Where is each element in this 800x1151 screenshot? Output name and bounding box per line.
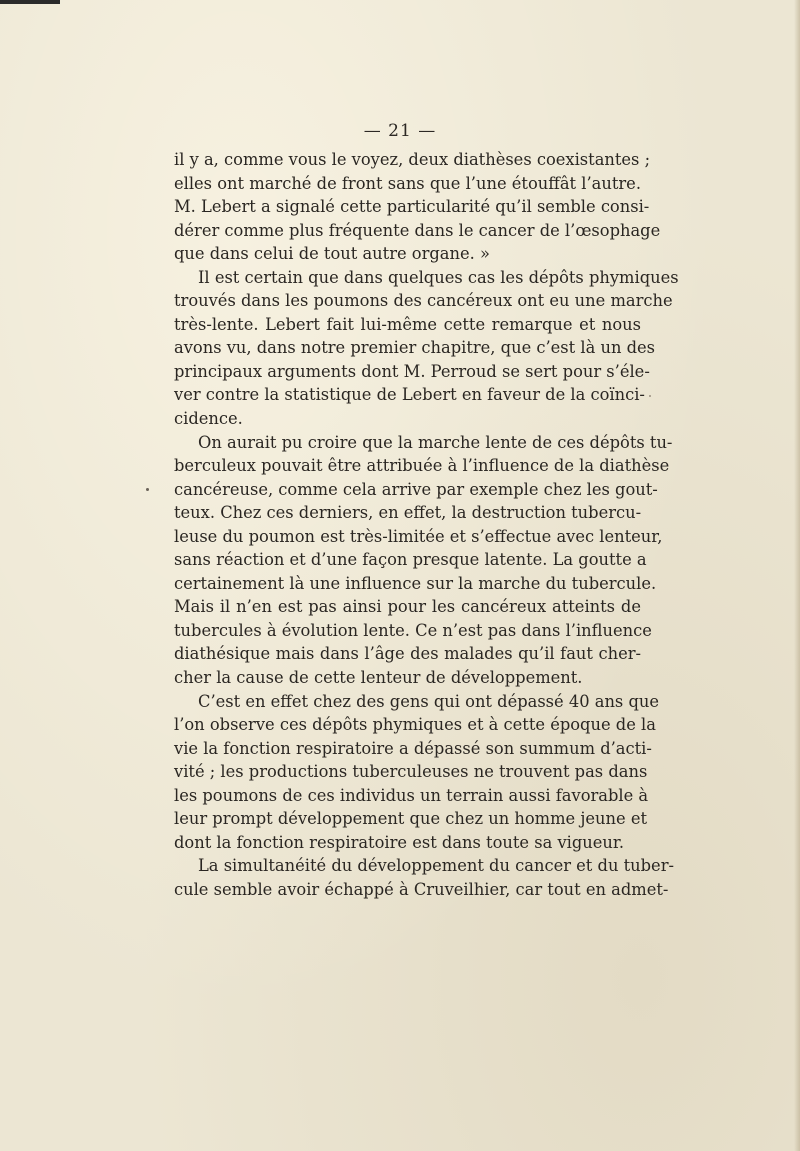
margin-speck <box>146 488 149 491</box>
body-text <box>174 148 679 902</box>
margin-speck <box>649 395 651 397</box>
text-line: cule semble avoir échappé à Cruveilhier, car tout en admet- <box>174 879 669 899</box>
text-line: trouvés dans les poumons des cancéreux ont eu une marche <box>174 291 673 311</box>
text-line: tubercules à évolution lente. Ce n’est pas dans l’influence <box>174 620 652 640</box>
text-line: cidence. <box>174 409 243 429</box>
text-line: elles ont marché de front sans que l’une étouffât l’autre. <box>174 173 641 193</box>
text-line: dérer comme plus fréquente dans le cancer de l’œsophage <box>174 220 661 240</box>
page-edge-shadow <box>794 0 800 1151</box>
text-line: teux. Chez ces derniers, en effet, la destruction tubercu- <box>174 503 642 523</box>
text-line: certainement là une influence sur la marche du tubercule. <box>174 573 657 593</box>
text-line: C’est en effet chez des gens qui ont dépassé 40 ans que <box>198 691 660 711</box>
text-line: que dans celui de tout autre organe. » <box>174 244 490 264</box>
text-line: La simultanéité du développement du cancer et du tuber- <box>198 856 674 876</box>
text-line: dont la fonction respiratoire est dans toute sa vigueur. <box>174 832 625 852</box>
text-line: Il est certain que dans quelques cas les dépôts phymiques <box>198 267 679 287</box>
text-line: M. Lebert a signalé cette particularité qu’il semble consi- <box>174 197 650 217</box>
text-line: diathésique mais dans l’âge des malades qu’il faut cher- <box>174 644 641 664</box>
text-line: l’on observe ces dépôts phymiques et à cette époque de la <box>174 715 656 735</box>
text-line: leur prompt développement que chez un homme jeune et <box>174 809 648 829</box>
text-line: cancéreuse, comme cela arrive par exemple chez les gout- <box>174 479 658 499</box>
text-line: ver contre la statistique de Lebert en faveur de la coïnci- <box>174 385 645 405</box>
text-line: leuse du poumon est très-limitée et s’effectue avec lenteur, <box>174 526 663 546</box>
text-line: les poumons de ces individus un terrain aussi favorable à <box>174 785 649 805</box>
text-line: vie la fonction respiratoire a dépassé son summum d’acti- <box>174 738 652 758</box>
text-line: Mais il n’en est pas ainsi pour les cancéreux atteints de <box>174 597 641 617</box>
text-line: cher la cause de cette lenteur de développement. <box>174 668 583 688</box>
text-line: vité ; les productions tuberculeuses ne trouvent pas dans <box>174 762 648 782</box>
page-edge-mark <box>0 0 60 4</box>
text-line: On aurait pu croire que la marche lente de ces dépôts tu- <box>198 432 673 452</box>
text-line: sans réaction et d’une façon presque latente. La goutte a <box>174 550 647 570</box>
text-line: berculeux pouvait être attribuée à l’influence de la diathèse <box>174 456 670 476</box>
text-line: très-lente. Lebert fait lui-même cette remarque et nous <box>174 314 641 334</box>
text-line: principaux arguments dont M. Perroud se sert pour s’éle- <box>174 361 650 381</box>
text-line: avons vu, dans notre premier chapitre, que c’est là un des <box>174 338 656 358</box>
page-number: — 21 — <box>363 121 437 141</box>
text-line: il y a, comme vous le voyez, deux diathèses coexistantes ; <box>174 150 651 169</box>
